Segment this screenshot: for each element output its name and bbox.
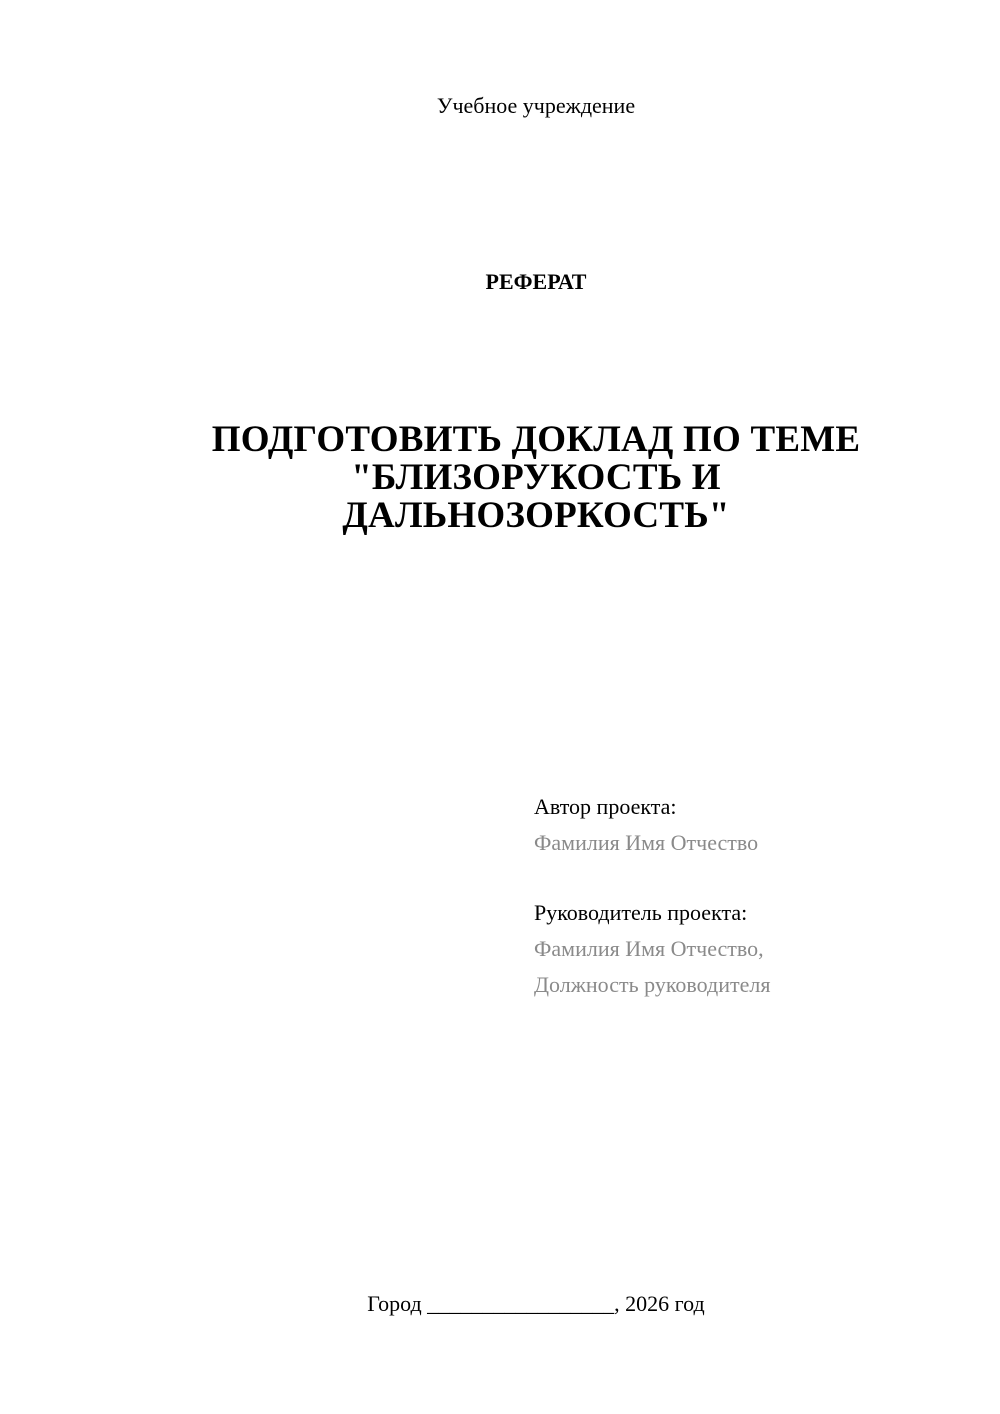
supervisor-position-placeholder: Должность руководителя (534, 972, 771, 997)
institution-name: Учебное учреждение (436, 93, 636, 118)
author-label: Автор проекта: (534, 794, 677, 819)
supervisor-label: Руководитель проекта: (534, 900, 748, 925)
document-title (190, 421, 882, 535)
city-year-line: Город _________________, 2026 год (367, 1291, 705, 1316)
block-spacer (534, 861, 974, 895)
document-type: РЕФЕРАТ (485, 269, 587, 294)
author-name-placeholder: Фамилия Имя Отчество (534, 830, 759, 855)
supervisor-name-placeholder: Фамилия Имя Отчество, (534, 936, 764, 961)
title-line-3: ДАЛЬНОЗОРКОСТЬ" (342, 495, 730, 536)
title-line-2: "БЛИЗОРУКОСТЬ И (351, 457, 721, 498)
title-line-1: ПОДГОТОВИТЬ ДОКЛАД ПО ТЕМЕ (211, 419, 861, 460)
authors-block (534, 789, 974, 1003)
